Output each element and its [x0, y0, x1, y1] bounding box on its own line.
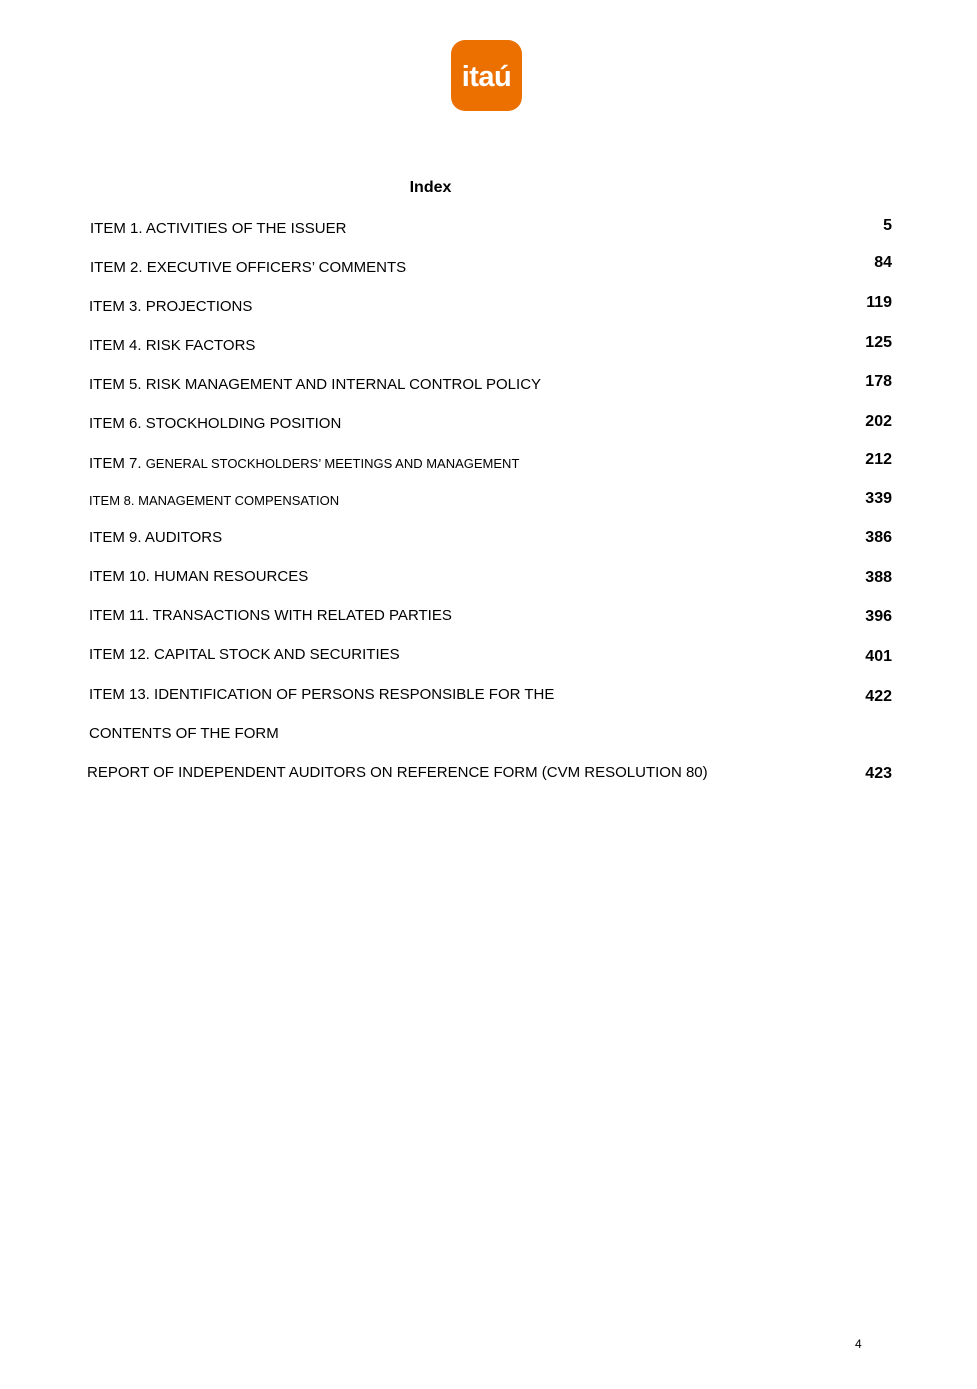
- toc-entry-11-label: ITEM 11. TRANSACTIONS WITH RELATED PARTIES: [89, 607, 452, 624]
- toc-entry-9-page: 386: [865, 529, 892, 546]
- toc-entry-7-label: ITEM 7. GENERAL STOCKHOLDERS’ MEETINGS AND MANAGEMENT: [89, 455, 520, 472]
- toc-entry-1-page: 5: [883, 217, 892, 234]
- toc-entry-12-label: ITEM 12. CAPITAL STOCK AND SECURITIES: [89, 646, 400, 663]
- page-number: 4: [855, 1337, 862, 1351]
- toc-entry-8-page: 339: [865, 490, 892, 507]
- itau-logo: [451, 40, 522, 111]
- logo-text: itaú: [461, 61, 512, 93]
- toc-entry-6-label: ITEM 6. STOCKHOLDING POSITION: [89, 415, 342, 432]
- toc-entry-6-page: 202: [865, 413, 892, 430]
- toc-entry-2-page: 84: [874, 254, 892, 271]
- toc-entry-8-label: ITEM 8. MANAGEMENT COMPENSATION: [89, 493, 340, 508]
- toc-entry-4-label: ITEM 4. RISK FACTORS: [89, 337, 256, 354]
- toc-entry-10-label: ITEM 10. HUMAN RESOURCES: [89, 568, 309, 585]
- toc-entry-5-label: ITEM 5. RISK MANAGEMENT AND INTERNAL CONTROL POLICY: [89, 376, 542, 393]
- toc-entry-13-page: 422: [865, 688, 892, 705]
- toc-entry-9-label: ITEM 9. AUDITORS: [89, 529, 223, 546]
- toc-entry-2-label: ITEM 2. EXECUTIVE OFFICERS’ COMMENTS: [90, 259, 407, 276]
- index-title: Index: [409, 179, 452, 196]
- toc-entry-report-label: REPORT OF INDEPENDENT AUDITORS ON REFERENCE FORM (CVM RESOLUTION 80): [87, 764, 708, 781]
- toc-entry-13-continuation: CONTENTS OF THE FORM: [89, 725, 279, 742]
- toc-entry-4-page: 125: [865, 334, 892, 351]
- toc-entry-12-page: 401: [865, 648, 892, 665]
- toc-entry-report-page: 423: [865, 765, 892, 782]
- toc-entry-3-page: 119: [866, 294, 892, 311]
- toc-entry-5-page: 178: [865, 373, 892, 390]
- toc-entry-1-label: ITEM 1. ACTIVITIES OF THE ISSUER: [90, 220, 347, 237]
- toc-entry-3-label: ITEM 3. PROJECTIONS: [89, 298, 253, 315]
- toc-entry-10-page: 388: [865, 569, 892, 586]
- toc-entry-11-page: 396: [865, 608, 892, 625]
- toc-entry-7-page: 212: [865, 451, 892, 468]
- toc-entry-13-label: ITEM 13. IDENTIFICATION OF PERSONS RESPONSIBLE FOR THE: [89, 686, 555, 703]
